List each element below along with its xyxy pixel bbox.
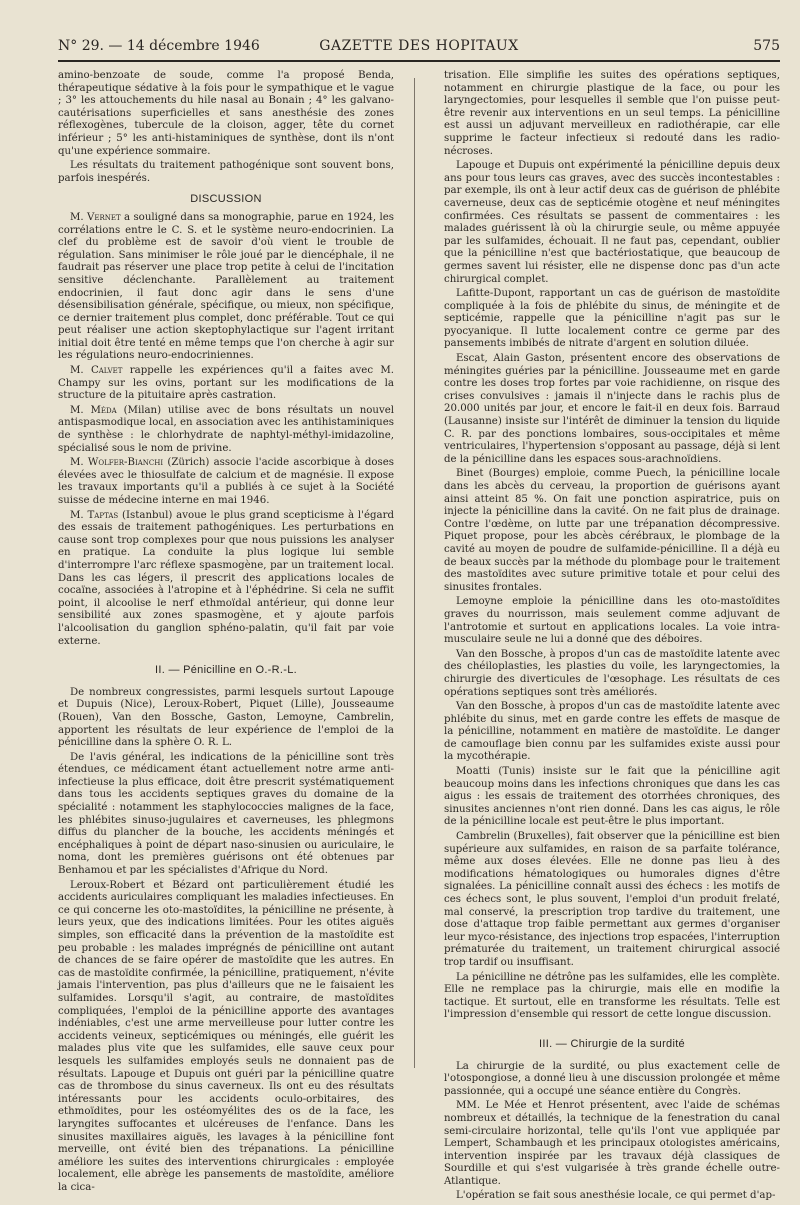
- journal-title: GAZETTE DES HOPITAUX: [319, 38, 519, 54]
- paragraph: Les résultats du traitement pathogénique sont souvent bons, parfois inespérés.: [58, 160, 394, 184]
- paragraph: Binet (Bourges) emploie, comme Puech, la pénicilline locale dans les abcès du cerveau, la proportion de guérisons ayant ainsi atteint 85 %. On fait une ponction aspiratrice, puis on injecte la pénicilline dans la cavité. On ne fait plus de drainage. Contre l'œdème, on lutte par une trépanation décompressive. Piquet propose, pour les abcès cérébraux, le plombage de la cavité au moyen de poudre de sulfamide-pénicilline. Il a déjà eu de beaux succès par la méthode du plombage pour le traitement des mastoïdites avec suture primitive totale et pour celui des sinusites frontales.: [444, 468, 780, 593]
- paragraph: [58, 457, 394, 507]
- section-heading-penicilline: II. — Pénicilline en O.-R.-L.: [155, 664, 297, 677]
- page-header: [58, 36, 780, 62]
- section-heading-surdite: III. — Chirurgie de la surdité: [539, 1037, 685, 1050]
- paragraph: [58, 212, 394, 363]
- speaker-name: M. Wolfer-Bianchi: [70, 457, 164, 469]
- paragraph: Cambrelin (Bruxelles), fait observer que la pénicilline est bien supérieure aux sulfamides, en raison de sa parfaite tolérance, même aux doses élevées. Elle ne donne pas lieu à des modifications hématologiques ou humorales dignes d'être signalées. La pénicilline connaît aussi des échecs : les motifs de ces échecs sont, le plus souvent, l'emploi d'un produit frelaté, mal conservé, la prescription trop tardive du traitement, une dose d'attaque trop faible permettant aux germes d'organiser leur myco-résistance, des injections trop espacées, l'interruption prématurée du traitement, un traitement chirurgical associé trop tardif ou insuffisant.: [444, 831, 780, 968]
- paragraph: Leroux-Robert et Bézard ont particulièrement étudié les accidents auriculaires compliquant les maladies infectieuses. En ce qui concerne les oto-mastoïdites, la pénicilline ne présente, à leurs yeux, que des indications limitées. Pour les otites aiguës simples, son efficacité dans la prévention de la mastoïdite est peu probable : les malades imprégnés de pénicilline ont autant de chances de se faire opérer de mastoïdite que les autres. En cas de mastoïdite confirmée, la pénicilline, pratiquement, n'évite jamais l'intervention, pas plus d'ailleurs que ne le faisaient les sulfamides. Lorsqu'il s'agit, au contraire, de mastoïdites compliquées, l'emploi de la pénicilline apporte des avantages indéniables, c'est une arme merveilleuse pour lutter contre les accidents veineux, septicémiques ou méningés, elle guérit les malades plus vite que les sulfamides, elle sauve ceux pour lesquels les sulfamides employés seuls ne donnaient pas de résultats. Lapouge et Dupuis ont guéri par la pénicilline quatre cas de thrombose du sinus caverneux. Ils ont eu des résultats intéressants pour les accidents oculo-orbitaires, des ethmoïdites, pour les ostéomyélites des os de la face, les laryngites suffocantes et ulcéreuses de l'enfance. Dans les sinusites maxillaires aiguës, les lavages à la pénicilline font merveille, ont évité bien des trépanations. La pénicilline améliore les suites des interventions chirurgicales : employée localement, elle abrège les pansements de mastoïdite, améliore la cica-: [58, 879, 394, 1193]
- paragraph: Lapouge et Dupuis ont expérimenté la pénicilline depuis deux ans pour tous leurs cas graves, avec des succès incontestables : par exemple, ils ont à leur actif deux cas de guérison de phlébite caverneuse, deux cas de septicémie otogène et neuf méningites confirmées. Ces résultats se passent de commentaires : les malades guérissent là où la chirurgie seule, ou même appuyée par les sulfamides, échouait. Il ne faut pas, cependant, oublier que la pénicilline n'est que bactériostatique, que beaucoup de germes savent lui résister, elle ne dispense donc pas d'un acte chirurgical complet.: [444, 160, 780, 285]
- issue-date: N° 29. — 14 décembre 1946: [58, 38, 260, 54]
- speaker-name: M. Calvet: [70, 365, 123, 377]
- paragraph: [58, 510, 394, 649]
- paragraph: La pénicilline ne détrône pas les sulfamides, elle les complète. Elle ne remplace pas la chirurgie, mais elle en modifie la tactique. Et surtout, elle en transforme les résultats. Telle est l'impression d'ensemble qui ressort de cette longue discussion.: [444, 971, 780, 1021]
- left-column: [58, 70, 394, 1196]
- paragraph: [58, 405, 394, 455]
- column-divider: [414, 78, 415, 1068]
- paragraph-text: rappelle les expériences qu'il a faites avec M. Champy sur les ovins, portant sur les modifications de la structure de la pituitaire après castration.: [58, 365, 394, 402]
- paragraph: La chirurgie de la surdité, ou plus exactement celle de l'otospongiose, a donné lieu à une discussion prolongée et même passionnée, qui a occupé une séance entière du Congrès.: [444, 1060, 780, 1097]
- speaker-name: M. Méda: [70, 404, 117, 416]
- speaker-name: M. Taptas: [70, 509, 119, 521]
- paragraph: trisation. Elle simplifie les suites des opérations septiques, notamment en chirurgie plastique de la face, ou pour les laryngectomies, pour lesquelles il semble que l'on puisse peut-être revenir aux interventions en un seul temps. La pénicilline est aussi un adjuvant merveilleux en radiothérapie, car elle supprime le facteur infectieux si redouté dans les radio-nécroses.: [444, 70, 780, 157]
- paragraph: De l'avis général, les indications de la pénicilline sont très étendues, ce médicament étant actuellement notre arme anti-infectieuse la plus efficace, doit être prescrit systématiquement dans tous les accidents septiques graves du domaine de la spécialité : notamment les staphylococcies malignes de la face, les phlébites sinuso-jugulaires et caverneuses, les phlegmons diffus du plancher de la bouche, les accidents méningés et encéphaliques à point de départ naso-sinusien ou auriculaire, le noma, dont les premières guérisons ont été obtenues par Benhamou et par les spécialistes d'Afrique du Nord.: [58, 751, 394, 877]
- paragraph: De nombreux congressistes, parmi lesquels surtout Lapouge et Dupuis (Nice), Leroux-Robert, Piquet (Lille), Jousseaume (Rouen), Van den Bossche, Gaston, Lemoyne, Cambrelin, apportent les résultats de leur expérience de l'emploi de la pénicilline dans la sphère O. R. L.: [58, 686, 394, 749]
- paragraph-text: (Istanbul) avoue le plus grand scepticisme à l'égard des essais de traitement pathogéniques. Les perturbations en cause sont trop complexes pour que nous puissions les analyser en pratique. La conduite la plus logique lui semble d'interrompre l'arc réflexe spasmogène, par un traitement local. Dans les cas légers, il prescrit des applications locales de cocaïne, associées à l'atropine et à l'éphédrine. Si cela ne suffit point, il alcoolise le nerf ethmoïdal antérieur, qui donne leur sensibilité aux zones spasmogène, et y ajoute parfois l'alcoolisation du ganglion sphéno-palatin, qu'il fait par voie externe.: [58, 509, 394, 647]
- page-number: 575: [753, 38, 780, 54]
- paragraph: Moatti (Tunis) insiste sur le fait que la pénicilline agit beaucoup moins dans les infections chroniques que dans les cas aigus : les essais de traitement des otorrhées chroniques, des sinusites anciennes n'ont rien donné. Dans les cas aigus, le rôle de la pénicilline locale est peut-être le plus important.: [444, 766, 780, 828]
- section-heading-discussion: DISCUSSION: [190, 193, 262, 206]
- paragraph: Escat, Alain Gaston, présentent encore des observations de méningites guéries par la pénicilline. Jousseaume met en garde contre les doses trop fortes par voie rachidienne, on risque des crises convulsives : jamais il n'injecte dans le rachis plus de 20.000 unités par jour, et encore le fait-il en deux fois. Barraud (Lausanne) insiste sur l'intérêt de diminuer la tension du liquide C. R. par des ponctions lombaires, sous-occipitales et même ventriculaires, l'hypertension s'opposant au passage, déjà si lent de la pénicilline dans les espaces sous-arachnoïdiens.: [444, 353, 780, 465]
- paragraph-text: a souligné dans sa monographie, parue en 1924, les corrélations entre le C. S. et le système neuro-endocrinien. La clef du problème est de savoir d'où vient le trouble de régulation. Sans minimiser le rôle joué par le diencéphale, il ne faudrait pas réserver une place trop petite à celui de l'incitation sensitive déclenchante. Parallèlement au traitement endocrinien, il faut donc agir dans le sens d'une désensibilisation générale, spécifique, ou mieux, non spécifique, ce dernier traitement plus complet, donc préférable. Tout ce qui peut réaliser une action skeptophylactique sur l'agent irritant initial doit être tenté en même temps que l'on cherche à agir sur les régulations neuro-endocriniennes.: [58, 211, 394, 362]
- paragraph: L'opération se fait sous anesthésie locale, ce qui permet d'ap-: [456, 1190, 776, 1202]
- paragraph: Van den Bossche, à propos d'un cas de mastoïdite latente avec phlébite du sinus, met en garde contre les effets de masque de la pénicilline, notamment en matière de mastoïdite. Le danger de camouflage bien connu par les sulfamides existe aussi pour la mycothérapie.: [444, 701, 780, 763]
- paragraph-text: (Zürich) associe l'acide ascorbique à doses élevées avec le thiosulfate de calcium et de magnésie. Il expose les travaux importants qu'il a publiés à ce sujet à la Société suisse de médecine interne en mai 1946.: [58, 457, 395, 506]
- paragraph-text: (Milan) utilise avec de bons résultats un nouvel antispasmodique local, en association avec les antihistaminiques de synthèse : le chlorhydrate de naphtyl-méthyl-imidazoline, spécialisé sous le nom de privine.: [58, 404, 394, 454]
- paragraph: Lafitte-Dupont, rapportant un cas de guérison de mastoïdite compliquée à la fois de phlébite du sinus, de méningite et de septicémie, rappelle que la pénicilline n'agit pas sur le pyocyanique. Il lutte localement contre ce germe par des pansements imbibés de nitrate d'argent en solution diluée.: [444, 288, 780, 350]
- paragraph: Lemoyne emploie la pénicilline dans les oto-mastoïdites graves du nourrisson, mais seulement comme adjuvant de l'antrotomie et surtout en applications locales. La voie intra-musculaire seule ne lui a donné que des déboires.: [444, 596, 780, 646]
- paragraph: amino-benzoate de soude, comme l'a proposé Benda, thérapeutique sédative à la fois pour le sympathique et le vague ; 3° les attouchements du hile nasal au Bonain ; 4° les galvano-cautérisations superficielles et sans anesthésie des zones réflexogènes, tubercule de la cloison, agger, tête du cornet inférieur ; 5° les anti-histaminiques de synthèse, dont ils n'ont qu'une expérience sommaire.: [58, 70, 394, 157]
- right-column: [444, 70, 780, 1205]
- paragraph: Van den Bossche, à propos d'un cas de mastoïdite latente avec des chéiloplasties, les plasties du voile, les laryngectomies, la chirurgie des diverticules de l'œsophage. Les résultats de ces opérations septiques sont très améliorés.: [444, 648, 780, 698]
- speaker-name: M. Vernet: [70, 211, 121, 223]
- paragraph: MM. Le Mée et Henrot présentent, avec l'aide de schémas nombreux et détaillés, la technique de la fenestration du canal semi-circulaire horizontal, telle qu'ils l'ont vue appliquée par Lempert, Schambaugh et les principaux otologistes américains, intervention inspirée par les travaux déjà classiques de Sourdille et qui s'est vulgarisée à très grande échelle outre-Atlantique.: [444, 1100, 780, 1187]
- paragraph: [58, 365, 394, 403]
